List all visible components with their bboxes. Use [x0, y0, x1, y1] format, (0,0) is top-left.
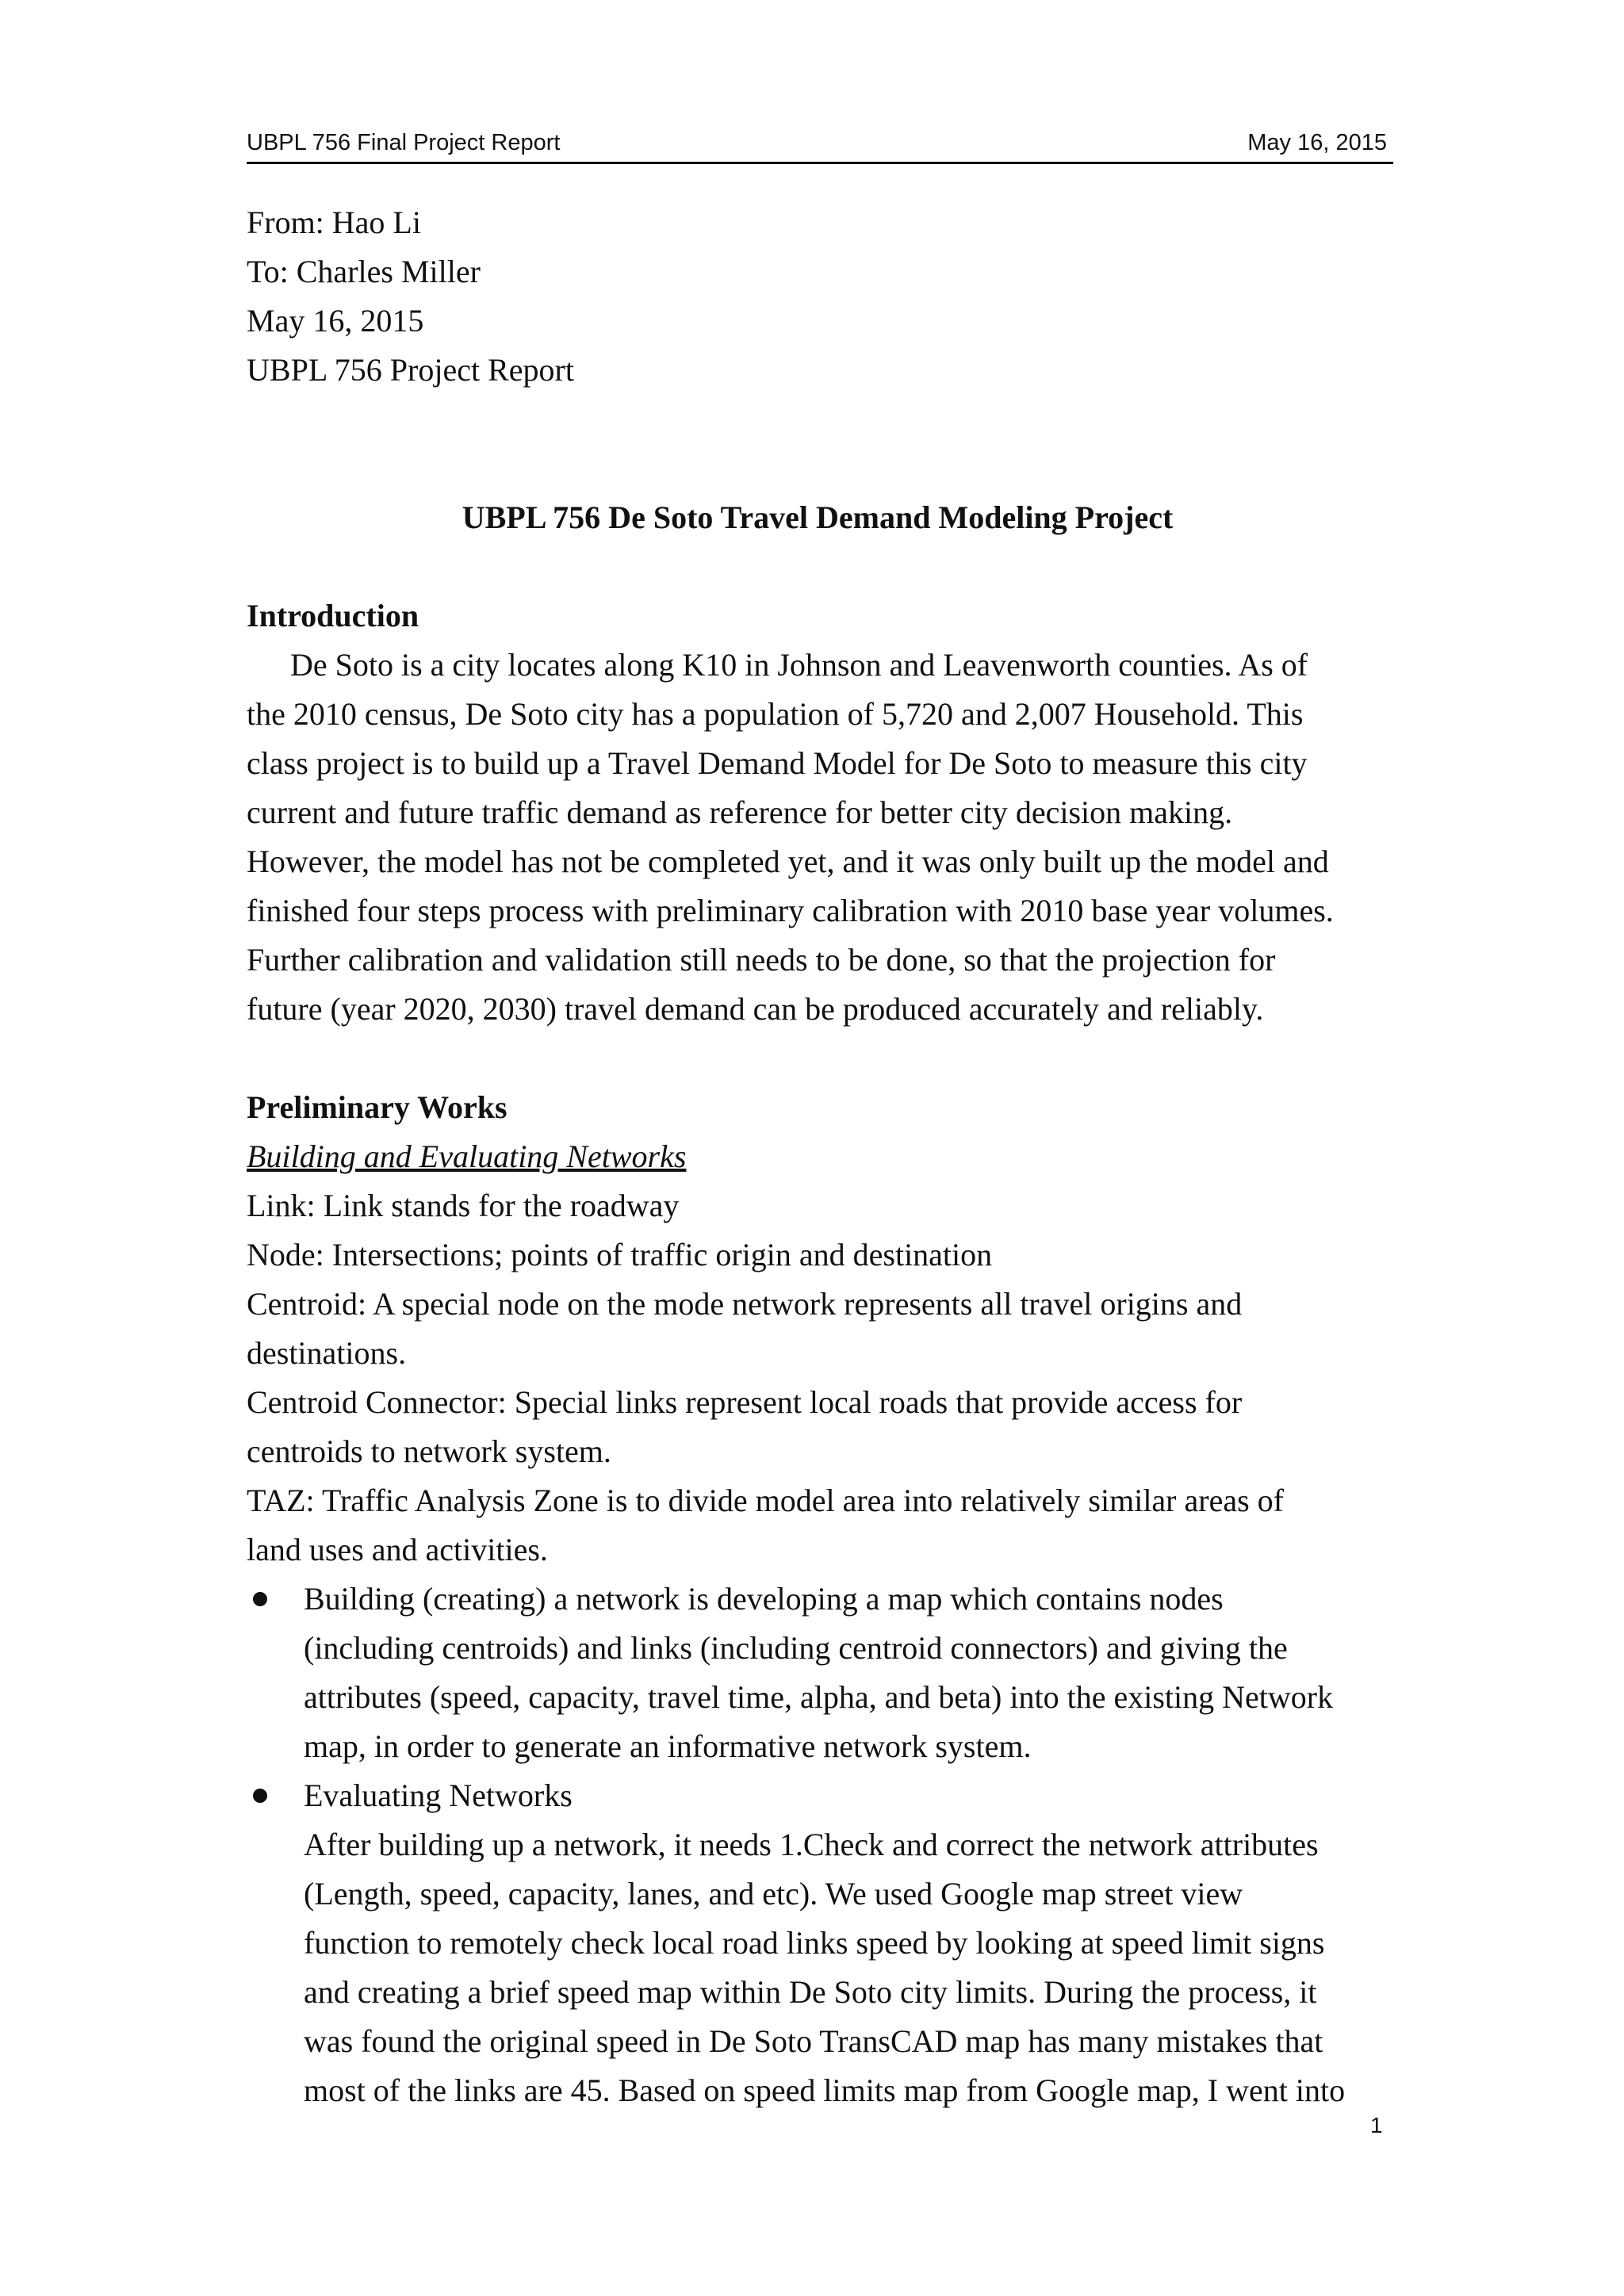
spacer	[247, 542, 1388, 591]
page-header	[247, 127, 1393, 164]
introduction-line: finished four steps process with preliminary calibration with 2010 base year volumes.	[247, 893, 1334, 928]
introduction-line: the 2010 census, De Soto city has a population of 5,720 and 2,007 Household. This	[247, 696, 1304, 732]
bullet-line: After building up a network, it needs 1.Check and correct the network attributes	[304, 1827, 1319, 1862]
bullet-item-evaluating	[247, 1771, 1388, 2115]
memo-from: From: Hao Li	[247, 205, 421, 240]
bullet-dot-icon	[253, 1592, 267, 1606]
definition-line: Centroid: A special node on the mode network represents all travel origins and	[247, 1286, 1243, 1322]
spacer	[247, 1034, 1388, 1083]
bullet-line: most of the links are 45. Based on speed limits map from Google map, I went into	[304, 2072, 1346, 2108]
definition-line: Centroid Connector: Special links represent local roads that provide access for	[247, 1384, 1243, 1420]
header-left-text: UBPL 756 Final Project Report	[247, 130, 561, 155]
bullet-line: and creating a brief speed map within De Soto city limits. During the process, it	[304, 1974, 1317, 2010]
definition-line: destinations.	[247, 1335, 407, 1371]
page-number: 1	[1370, 2113, 1383, 2137]
definition-line: centroids to network system.	[247, 1433, 611, 1469]
spacer	[247, 395, 1388, 493]
bullet-line: (Length, speed, capacity, lanes, and etc). We used Google map street view	[304, 1876, 1243, 1911]
bullet-line: map, in order to generate an informative network system.	[304, 1728, 1032, 1764]
header-right-date: May 16, 2015	[1247, 130, 1387, 155]
introduction-line: De Soto is a city locates along K10 in Johnson and Leavenworth counties. As of	[290, 647, 1308, 683]
bullet-dot-icon	[253, 1789, 267, 1803]
bullet-item-building	[247, 1575, 1388, 1771]
bullet-line: was found the original speed in De Soto TransCAD map has many mistakes that	[304, 2023, 1323, 2059]
bullet-line: function to remotely check local road links speed by looking at speed limit signs	[304, 1925, 1325, 1961]
bullet-line: Building (creating) a network is developing a map which contains nodes	[304, 1581, 1224, 1617]
preliminary-heading: Preliminary Works	[247, 1089, 508, 1125]
memo-subject: UBPL 756 Project Report	[247, 352, 574, 388]
introduction-line: class project is to build up a Travel Demand Model for De Soto to measure this city	[247, 745, 1308, 781]
document-title: UBPL 756 De Soto Travel Demand Modeling Project	[462, 499, 1174, 535]
document-body	[247, 198, 1388, 2115]
introduction-line: Further calibration and validation still needs to be done, so that the projection for	[247, 942, 1276, 978]
introduction-line: future (year 2020, 2030) travel demand can be produced accurately and reliably.	[247, 991, 1264, 1027]
bullet-line: (including centroids) and links (including centroid connectors) and giving the	[304, 1630, 1288, 1666]
memo-to: To: Charles Miller	[247, 254, 481, 289]
bullet-line: attributes (speed, capacity, travel time, alpha, and beta) into the existing Network	[304, 1679, 1334, 1715]
introduction-line: current and future traffic demand as reference for better city decision making.	[247, 794, 1233, 830]
definition-line: Node: Intersections; points of traffic origin and destination	[247, 1237, 993, 1272]
memo-date: May 16, 2015	[247, 303, 424, 339]
definition-line: TAZ: Traffic Analysis Zone is to divide model area into relatively similar areas of	[247, 1483, 1284, 1518]
introduction-line: However, the model has not be completed yet, and it was only built up the model and	[247, 844, 1329, 879]
bullet-line: Evaluating Networks	[304, 1777, 573, 1813]
definition-line: land uses and activities.	[247, 1532, 548, 1567]
introduction-heading: Introduction	[247, 598, 419, 633]
preliminary-subheading: Building and Evaluating Networks	[247, 1138, 687, 1174]
definition-line: Link: Link stands for the roadway	[247, 1188, 680, 1223]
